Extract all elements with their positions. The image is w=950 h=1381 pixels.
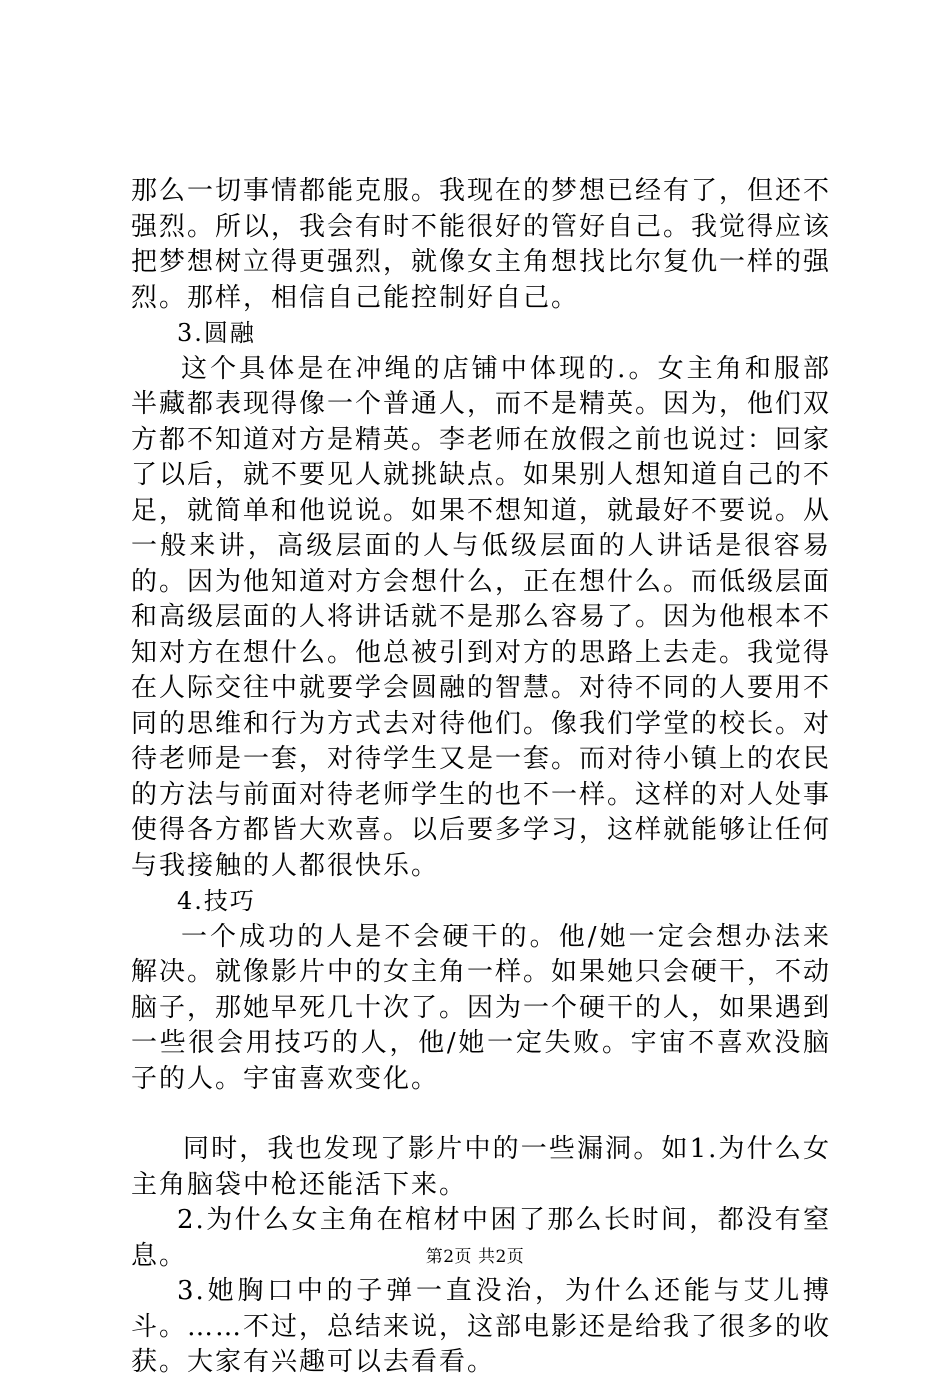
page-number-footer: 第2页 共2页 <box>425 1247 525 1267</box>
paragraph-flaw-2: 2.为什么女主角在棺材中困了那么长时间，都没有窒息。 <box>131 1205 831 1271</box>
heading-4-skill: 4.技巧 <box>177 887 256 915</box>
paragraph-harmony: 这个具体是在冲绳的店铺中体现的.。女主角和服部半藏都表现得像一个普通人，而不是精英。因为，他们双方都不知道对方是精英。李老师在放假之前也说过：回家了以后，就不要见人就挑缺点。如果别人想知道自己的不足，就简单和他说说。如果不想知道，就最好不要说。从一般来讲，高级层面的人与低级层面的人讲话是很容易的。因为他知道对方会想什么，正在想什么。而低级层面和高级层面的人将讲话就不是那么容易了。因为他根本不知对方在想什么。他总被引到对方的思路上去走。我觉得在人际交往中就要学会圆融的智慧。对待不同的人要用不同的思维和行为方式去对待他们。像我们学堂的校长。对待老师是一套，对待学生又是一套。而对待小镇上的农民的方法与前面对待老师学生的也不一样。这样的对人处事使得各方都皆大欢喜。以后要多学习，这样就能够让任何与我接触的人都很快乐。 <box>131 353 832 881</box>
paragraph-dream: 那么一切事情都能克服。我现在的梦想已经有了，但还不强烈。所以，我会有时不能很好的管好自己。我觉得应该把梦想树立得更强烈，就像女主角想找比尔复仇一样的强烈。那样，相信自己能控制好自己。 <box>131 176 832 313</box>
paragraph-spacer <box>131 1097 831 1132</box>
paragraph-flaw-3: 3.她胸口中的子弹一直没治，为什么还能与艾儿搏斗。……不过，总结来说，这部电影还是给我了很多的收获。大家有兴趣可以去看看。 <box>131 1276 832 1377</box>
paragraph-skill: 一个成功的人是不会硬干的。他/她一定会想办法来解决。就像影片中的女主角一样。如果她只会硬干，不动脑子，那她早死几十次了。因为一个硬干的人，如果遇到一些很会用技巧的人，他/她一定失败。宇宙不喜欢没脑子的人。宇宙喜欢变化。 <box>131 921 832 1094</box>
body-text <box>131 174 831 1381</box>
heading-3-harmony: 3.圆融 <box>177 319 256 347</box>
paragraph-flaws-intro: 同时，我也发现了影片中的一些漏洞。如1.为什么女主角脑袋中枪还能活下来。 <box>131 1134 831 1200</box>
